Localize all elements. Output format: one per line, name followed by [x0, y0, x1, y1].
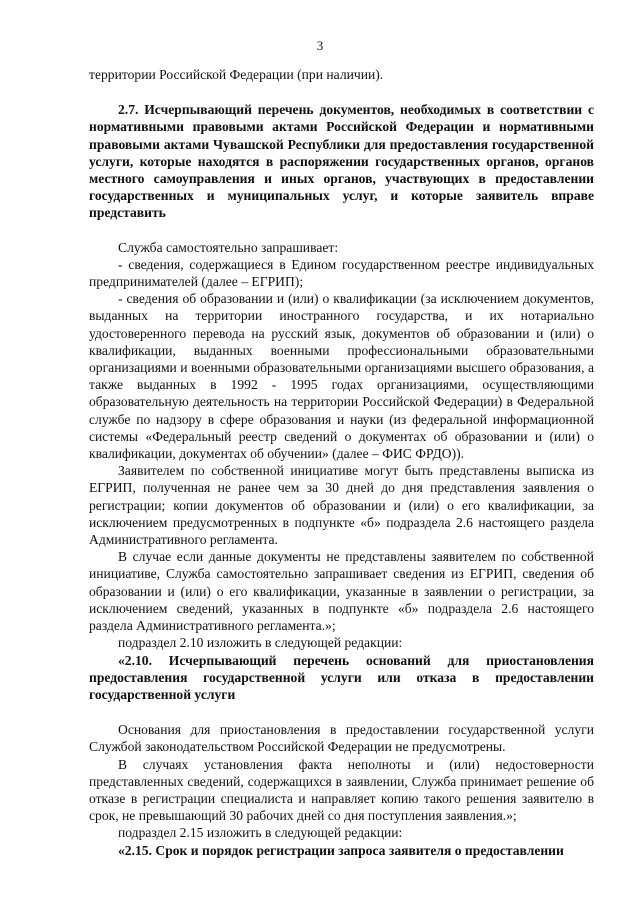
spacer — [89, 83, 594, 101]
section-heading-2-10: «2.10. Исчерпывающий перечень оснований для приостановления предоставления государственной услуги или отказа в предоставлении государственной услуги — [89, 652, 594, 702]
list-item-education: - сведения об образовании и (или) о квалификации (за исключением документов, выданных на территории иностранного государства, и их нотариально удостоверенного перевода на русский язык, документов об образовании и (или) о квалификации, выданных военными профессиональными образовательными организациями и военными образовательными организациями высшего образования, а также выданных в 1992 - 1995 годах организациями, осуществляющими образовательную деятельность на территории Российской Федерации) в Федеральной службе по надзору в сфере образования и науки (из федеральной информационной системы «Федеральный реестр сведений о документах об образовании и (или) о квалификации, документах об обучении» (далее – ФИС ФРДО)). — [89, 291, 594, 462]
paragraph-subsection-2-10: подраздел 2.10 изложить в следующей редакции: — [118, 635, 403, 651]
section-heading-2-15: «2.15. Срок и порядок регистрации запроса заявителя о предоставлении — [118, 842, 564, 858]
paragraph-service-requests: Служба самостоятельно запрашивает: — [118, 239, 339, 255]
document-body — [89, 66, 594, 859]
paragraph-suspension-grounds: Основания для приостановления в предоставлении государственной услуги Службой законодательством Российской Федерации не предусмотрены. — [89, 722, 594, 755]
list-item-egrip: - сведения, содержащиеся в Едином государственном реестре индивидуальных предпринимателей (далее – ЕГРИП); — [89, 256, 594, 290]
paragraph-territory: территории Российской Федерации (при наличии). — [89, 67, 384, 82]
paragraph-subsection-2-15: подраздел 2.15 изложить в следующей редакции: — [118, 825, 403, 841]
page-number: 3 — [316, 38, 324, 53]
spacer — [89, 703, 594, 721]
paragraph-refusal: В случаях установления факта неполноты и (или) недостоверности представленных сведений, содержащихся в заявлении, Служба принимает решение об отказе в регистрации специалиста и направляет копию такого решения заявителю в срок, не превышающий 30 рабочих дней со дня поступления заявления.»; — [89, 756, 594, 824]
section-heading-2-7: 2.7. Исчерпывающий перечень документов, необходимых в соответствии с нормативными правовыми актами Российской Федерации и нормативными правовыми актами Чувашской Республики для предоставления государственной услуги, которые находятся в распоряжении государственных органов, органов местного самоуправления и иных органов, участвующих в предоставлении государственных и муниципальных услуг, и которые заявитель вправе представить — [89, 102, 594, 221]
paragraph-applicant-initiative: Заявителем по собственной инициативе могут быть представлены выписка из ЕГРИП, полученная не ранее чем за 30 дней до дня представления заявления о регистрации; копии документов об образовании и (или) о его квалификации, за исключением предусмотренных в подпункте «б» подраздела 2.6 настоящего раздела Административного регламента. — [89, 463, 594, 548]
spacer — [89, 222, 594, 239]
paragraph-not-submitted: В случае если данные документы не представлены заявителем по собственной инициативе, Служба самостоятельно запрашивает сведения из ЕГРИП, сведения об образовании и (или) о его квалификации, указанные в заявлении о регистрации, за исключением сведений, указанных в подпункте «б» подраздела 2.6 настоящего раздела Административного регламента.»; — [89, 549, 594, 634]
